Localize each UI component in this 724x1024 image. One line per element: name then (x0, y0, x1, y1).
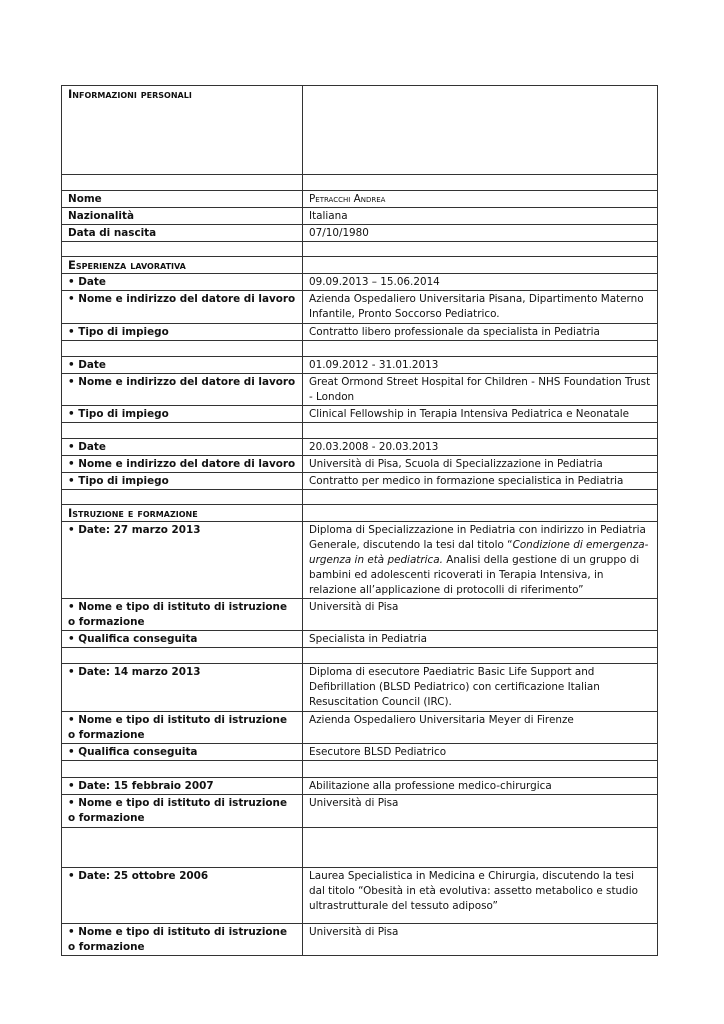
job-employer-label: • Nome e indirizzo del datore di lavoro (62, 291, 303, 324)
table-row (62, 868, 658, 924)
job-employer-label: • Nome e indirizzo del datore di lavoro (62, 456, 303, 473)
nationality-label: Nazionalità (62, 208, 303, 225)
table-row (62, 924, 658, 956)
table-row (62, 439, 658, 456)
table-row (62, 191, 658, 208)
edu-date-label: • Date: 25 ottobre 2006 (62, 868, 303, 924)
job-date: 09.09.2013 – 15.06.2014 (303, 274, 658, 291)
table-row (62, 225, 658, 242)
edu-qualification: Specialista in Pediatria (303, 631, 658, 648)
job-type-label: • Tipo di impiego (62, 324, 303, 341)
edu-description: Laurea Specialistica in Medicina e Chirurgia, discutendo la tesi dal titolo “Obesità in età evolutiva: assetto metabolico e studio ultrastrutturale del tessuto adiposo” (303, 868, 658, 924)
edu-institute-label: • Nome e tipo di istituto di istruzione o formazione (62, 599, 303, 631)
edu-qualification: Esecutore BLSD Pediatrico (303, 744, 658, 761)
job-employer: Azienda Ospedaliero Universitaria Pisana, Dipartimento Materno Infantile, Pronto Soccorso Pediatrico. (303, 291, 658, 324)
edu-institute: Azienda Ospedaliero Universitaria Meyer di Firenze (303, 712, 658, 744)
table-row (62, 599, 658, 631)
table-row (62, 522, 658, 599)
job-date-label: • Date (62, 439, 303, 456)
edu-date-label: • Date: 27 marzo 2013 (62, 522, 303, 599)
section-title-education: Istruzione e formazione (62, 505, 303, 522)
table-row (62, 274, 658, 291)
edu-description: Diploma di Specializzazione in Pediatria con indirizzo in Pediatria Generale, discutendo la tesi dal titolo “Condizione di emergenza-urgenza in età pediatrica. Analisi della gestione di un gruppo di bambini ed adolescenti ricoverati in Terapia Intensiva, in relazione all’applicazione di protocolli di riferimento” (303, 522, 658, 599)
section-title-personal: Informazioni personali (62, 86, 303, 175)
table-row (62, 664, 658, 712)
table-row (62, 357, 658, 374)
job-date: 20.03.2008 - 20.03.2013 (303, 439, 658, 456)
name-value: Petracchi Andrea (303, 191, 658, 208)
table-row (62, 631, 658, 648)
job-date: 01.09.2012 - 31.01.2013 (303, 357, 658, 374)
edu-qualification-label: • Qualifica conseguita (62, 631, 303, 648)
job-employer: Università di Pisa, Scuola di Specializzazione in Pediatria (303, 456, 658, 473)
table-row (62, 291, 658, 324)
edu-institute: Università di Pisa (303, 599, 658, 631)
edu-date-label: • Date: 14 marzo 2013 (62, 664, 303, 712)
section-title-experience: Esperienza lavorativa (62, 257, 303, 274)
name-label: Nome (62, 191, 303, 208)
edu-qualification-label: • Qualifica conseguita (62, 744, 303, 761)
job-type: Clinical Fellowship in Terapia Intensiva Pediatrica e Neonatale (303, 406, 658, 423)
table-row (62, 324, 658, 341)
nationality-value: Italiana (303, 208, 658, 225)
job-employer: Great Ormond Street Hospital for Children - NHS Foundation Trust - London (303, 374, 658, 406)
table-row (62, 456, 658, 473)
table-row (62, 778, 658, 795)
table-row (62, 406, 658, 423)
table-row (62, 208, 658, 225)
birth-label: Data di nascita (62, 225, 303, 242)
section-row-experience (62, 257, 658, 274)
table-row (62, 744, 658, 761)
table-row (62, 712, 658, 744)
edu-date-label: • Date: 15 febbraio 2007 (62, 778, 303, 795)
edu-institute: Università di Pisa (303, 924, 658, 956)
job-type-label: • Tipo di impiego (62, 406, 303, 423)
edu-institute: Università di Pisa (303, 795, 658, 828)
job-employer-label: • Nome e indirizzo del datore di lavoro (62, 374, 303, 406)
edu-institute-label: • Nome e tipo di istituto di istruzione o formazione (62, 712, 303, 744)
birth-value: 07/10/1980 (303, 225, 658, 242)
table-row (62, 374, 658, 406)
edu-description: Diploma di esecutore Paediatric Basic Life Support and Defibrillation (BLSD Pediatrico) con certificazione Italian Resuscitation Council (IRC). (303, 664, 658, 712)
section-row-personal (62, 86, 658, 175)
job-type: Contratto per medico in formazione specialistica in Pediatria (303, 473, 658, 490)
table-row (62, 795, 658, 828)
job-type-label: • Tipo di impiego (62, 473, 303, 490)
job-type: Contratto libero professionale da specialista in Pediatria (303, 324, 658, 341)
section-row-education (62, 505, 658, 522)
job-date-label: • Date (62, 357, 303, 374)
edu-institute-label: • Nome e tipo di istituto di istruzione o formazione (62, 924, 303, 956)
edu-description: Abilitazione alla professione medico-chirurgica (303, 778, 658, 795)
table-row (62, 473, 658, 490)
job-date-label: • Date (62, 274, 303, 291)
cv-table (61, 85, 658, 956)
edu-institute-label: • Nome e tipo di istituto di istruzione o formazione (62, 795, 303, 828)
